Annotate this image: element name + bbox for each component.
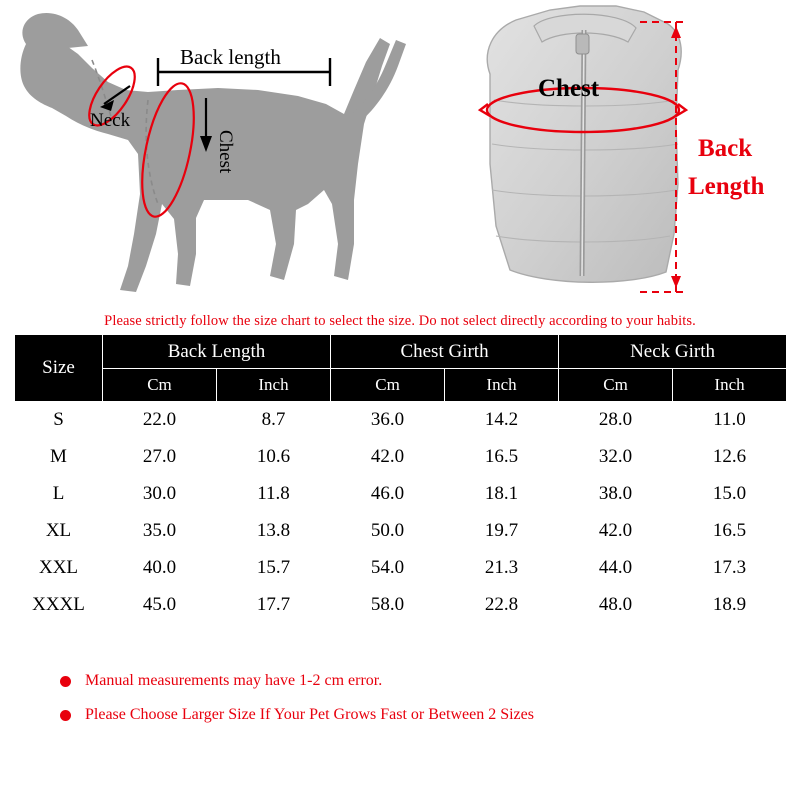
table-row [15, 439, 787, 476]
table-row [15, 476, 787, 513]
size-table-wrapper [14, 334, 786, 624]
cell-l-back-inch: 11.8 [217, 476, 331, 513]
vest-diagram [430, 4, 795, 309]
table-unit-header-row [15, 369, 787, 402]
cell-xxl-neck-cm: 44.0 [559, 550, 673, 587]
cell-m-neck-inch: 12.6 [673, 439, 787, 476]
cell-xxl-chest-inch: 21.3 [445, 550, 559, 587]
cell-l-neck-inch: 15.0 [673, 476, 787, 513]
cell-xxl-neck-inch: 17.3 [673, 550, 787, 587]
dog-chest-label: Chest [215, 130, 236, 174]
footnote-measurement-error: Manual measurements may have 1-2 cm error. [85, 672, 383, 689]
size-table-body [15, 402, 787, 624]
size-table [14, 334, 787, 624]
cell-s-neck-cm: 28.0 [559, 402, 673, 439]
vest-length-label: Length [688, 173, 765, 200]
cell-m-chest-inch: 16.5 [445, 439, 559, 476]
cell-xxl-back-cm: 40.0 [103, 550, 217, 587]
cell-xxl-back-inch: 15.7 [217, 550, 331, 587]
header-unit-cm-neck: Cm [559, 369, 673, 402]
header-unit-inch-back: Inch [217, 369, 331, 402]
cell-xl-chest-inch: 19.7 [445, 513, 559, 550]
illustration-area [0, 0, 800, 312]
cell-xxl-chest-cm: 54.0 [331, 550, 445, 587]
cell-s-neck-inch: 11.0 [673, 402, 787, 439]
header-size: Size [15, 335, 103, 402]
header-neck-girth: Neck Girth [559, 335, 787, 369]
cell-l-chest-cm: 46.0 [331, 476, 445, 513]
cell-xl-neck-inch: 16.5 [673, 513, 787, 550]
size-table-head [15, 335, 787, 402]
cell-xxxl-back-inch: 17.7 [217, 587, 331, 624]
cell-m-back-cm: 27.0 [103, 439, 217, 476]
footnote-item [60, 672, 760, 690]
row-size-xxxl: XXXL [15, 587, 103, 624]
vest-silhouette [487, 6, 681, 282]
vest-chest-label: Chest [538, 75, 600, 102]
row-size-xl: XL [15, 513, 103, 550]
vest-back-label: Back [698, 135, 753, 162]
cell-xxxl-chest-inch: 22.8 [445, 587, 559, 624]
cell-xl-neck-cm: 42.0 [559, 513, 673, 550]
cell-l-chest-inch: 18.1 [445, 476, 559, 513]
cell-m-neck-cm: 32.0 [559, 439, 673, 476]
header-back-length: Back Length [103, 335, 331, 369]
dog-neck-label: Neck [90, 110, 131, 131]
table-group-header-row [15, 335, 787, 369]
cell-xxxl-neck-inch: 18.9 [673, 587, 787, 624]
header-unit-cm-back: Cm [103, 369, 217, 402]
cell-s-chest-cm: 36.0 [331, 402, 445, 439]
cell-m-back-inch: 10.6 [217, 439, 331, 476]
table-row [15, 587, 787, 624]
cell-xxxl-back-cm: 45.0 [103, 587, 217, 624]
cell-m-chest-cm: 42.0 [331, 439, 445, 476]
cell-xxxl-neck-cm: 48.0 [559, 587, 673, 624]
dog-back-length-label: Back length [180, 45, 281, 69]
row-size-s: S [15, 402, 103, 439]
cell-l-neck-cm: 38.0 [559, 476, 673, 513]
row-size-l: L [15, 476, 103, 513]
table-row [15, 513, 787, 550]
cell-xl-back-inch: 13.8 [217, 513, 331, 550]
cell-xl-back-cm: 35.0 [103, 513, 217, 550]
cell-l-back-cm: 30.0 [103, 476, 217, 513]
bullet-icon [60, 710, 71, 721]
cell-xxxl-chest-cm: 58.0 [331, 587, 445, 624]
header-unit-inch-chest: Inch [445, 369, 559, 402]
table-row [15, 402, 787, 439]
table-row [15, 550, 787, 587]
footnote-larger-size: Please Choose Larger Size If Your Pet Grows Fast or Between 2 Sizes [85, 706, 534, 723]
row-size-m: M [15, 439, 103, 476]
cell-s-chest-inch: 14.2 [445, 402, 559, 439]
header-unit-cm-chest: Cm [331, 369, 445, 402]
size-notice: Please strictly follow the size chart to select the size. Do not select directly according to your habits. [104, 313, 696, 329]
cell-s-back-cm: 22.0 [103, 402, 217, 439]
footnote-item [60, 706, 760, 724]
header-unit-inch-neck: Inch [673, 369, 787, 402]
footnotes [60, 672, 760, 740]
row-size-xxl: XXL [15, 550, 103, 587]
cell-xl-chest-cm: 50.0 [331, 513, 445, 550]
cell-s-back-inch: 8.7 [217, 402, 331, 439]
header-chest-girth: Chest Girth [331, 335, 559, 369]
bullet-icon [60, 676, 71, 687]
dog-diagram [8, 4, 418, 309]
